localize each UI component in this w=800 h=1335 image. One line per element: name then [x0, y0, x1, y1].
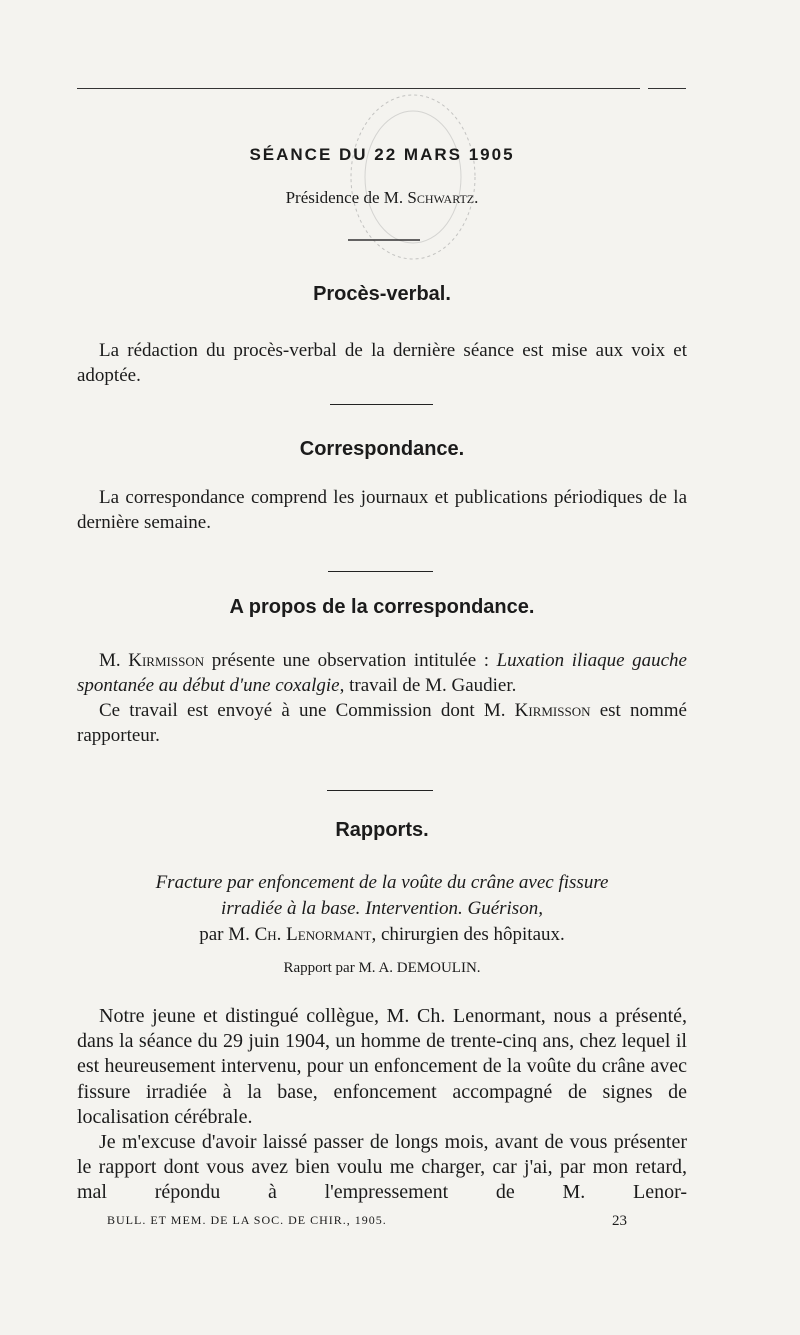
lenormant-name: Ch. Lenormant [254, 924, 372, 945]
text-run: M. [99, 650, 129, 671]
text-run: , chirurgien des hôpitaux. [371, 924, 565, 945]
page-footer [107, 1213, 627, 1230]
journal-reference: BULL. ET MEM. DE LA SOC. DE CHIR., 1905. [107, 1213, 387, 1227]
report-body [77, 1004, 687, 1206]
kirmisson-name: Kirmisson [514, 700, 591, 721]
text-run: est nommé rapporteur. [77, 700, 687, 746]
page-number: 23 [612, 1213, 627, 1229]
report-title-line-1: Fracture par enfoncement de la voûte du crâne avec fissure [155, 872, 609, 893]
text-run: Ce travail est envoyé à une Commission dont M. [99, 700, 515, 721]
paragraph-a-propos [77, 648, 687, 748]
heading-a-propos: A propos de la correspondance. [229, 596, 535, 618]
text-run: par M. [199, 924, 255, 945]
report-title-line-2: irradiée à la base. Intervention. Guérison, [221, 898, 543, 919]
proces-verbal-text: La rédaction du procès-verbal de la dernière séance est mise aux voix et adoptée. [77, 340, 687, 386]
rapporteur-line: Rapport par M. A. DEMOULIN. [283, 960, 481, 976]
section-divider [330, 404, 433, 405]
report-author [77, 924, 687, 946]
presidence-line [77, 188, 687, 208]
section-divider [328, 571, 433, 572]
paragraph-proces-verbal [77, 338, 687, 388]
text-run: , travail de M. Gaudier. [339, 675, 517, 696]
heading-correspondance: Correspondance. [299, 438, 465, 460]
commission-sentence [77, 698, 687, 748]
heading-rapports: Rapports. [335, 819, 429, 841]
report-paragraph-2: Je m'excuse d'avoir laissé passer de longs mois, avant de vous présenter le rapport dont vous avez bien voulu me charger, car j'ai, par mon retard, mal répondu à l'empressement de M. Lenor- [77, 1131, 687, 1204]
library-stamp [340, 82, 486, 272]
presidence-prefix: Présidence de M. [285, 188, 408, 207]
observation-title: Luxation iliaque gauche spontanée au début d'une coxalgie [77, 650, 687, 696]
heading-proces-verbal: Procès-verbal. [313, 283, 451, 305]
report-paragraph-1: Notre jeune et distingué collègue, M. Ch. Lenormant, nous a présenté, dans la séance du 29 juin 1904, un homme de trente-cinq ans, chez lequel il est heureusement intervenu, pour un enfoncement de la voûte du crâne avec fissure irradiée à la base, enfoncement accompagné de signes de localisation cérébrale. [77, 1005, 687, 1128]
president-name: Schwartz [407, 188, 475, 207]
paragraph-correspondance [77, 485, 687, 535]
seance-title: SÉANCE DU 22 MARS 1905 [249, 145, 515, 164]
correspondance-text: La correspondance comprend les journaux et publications périodiques de la dernière semaine. [77, 487, 687, 533]
kirmisson-observation [77, 648, 687, 698]
presidence-suffix: . [474, 188, 479, 207]
top-rule-end [648, 88, 686, 89]
section-divider [327, 790, 433, 791]
text-run: présente une observation intitulée : [204, 650, 497, 671]
kirmisson-name: Kirmisson [128, 650, 205, 671]
